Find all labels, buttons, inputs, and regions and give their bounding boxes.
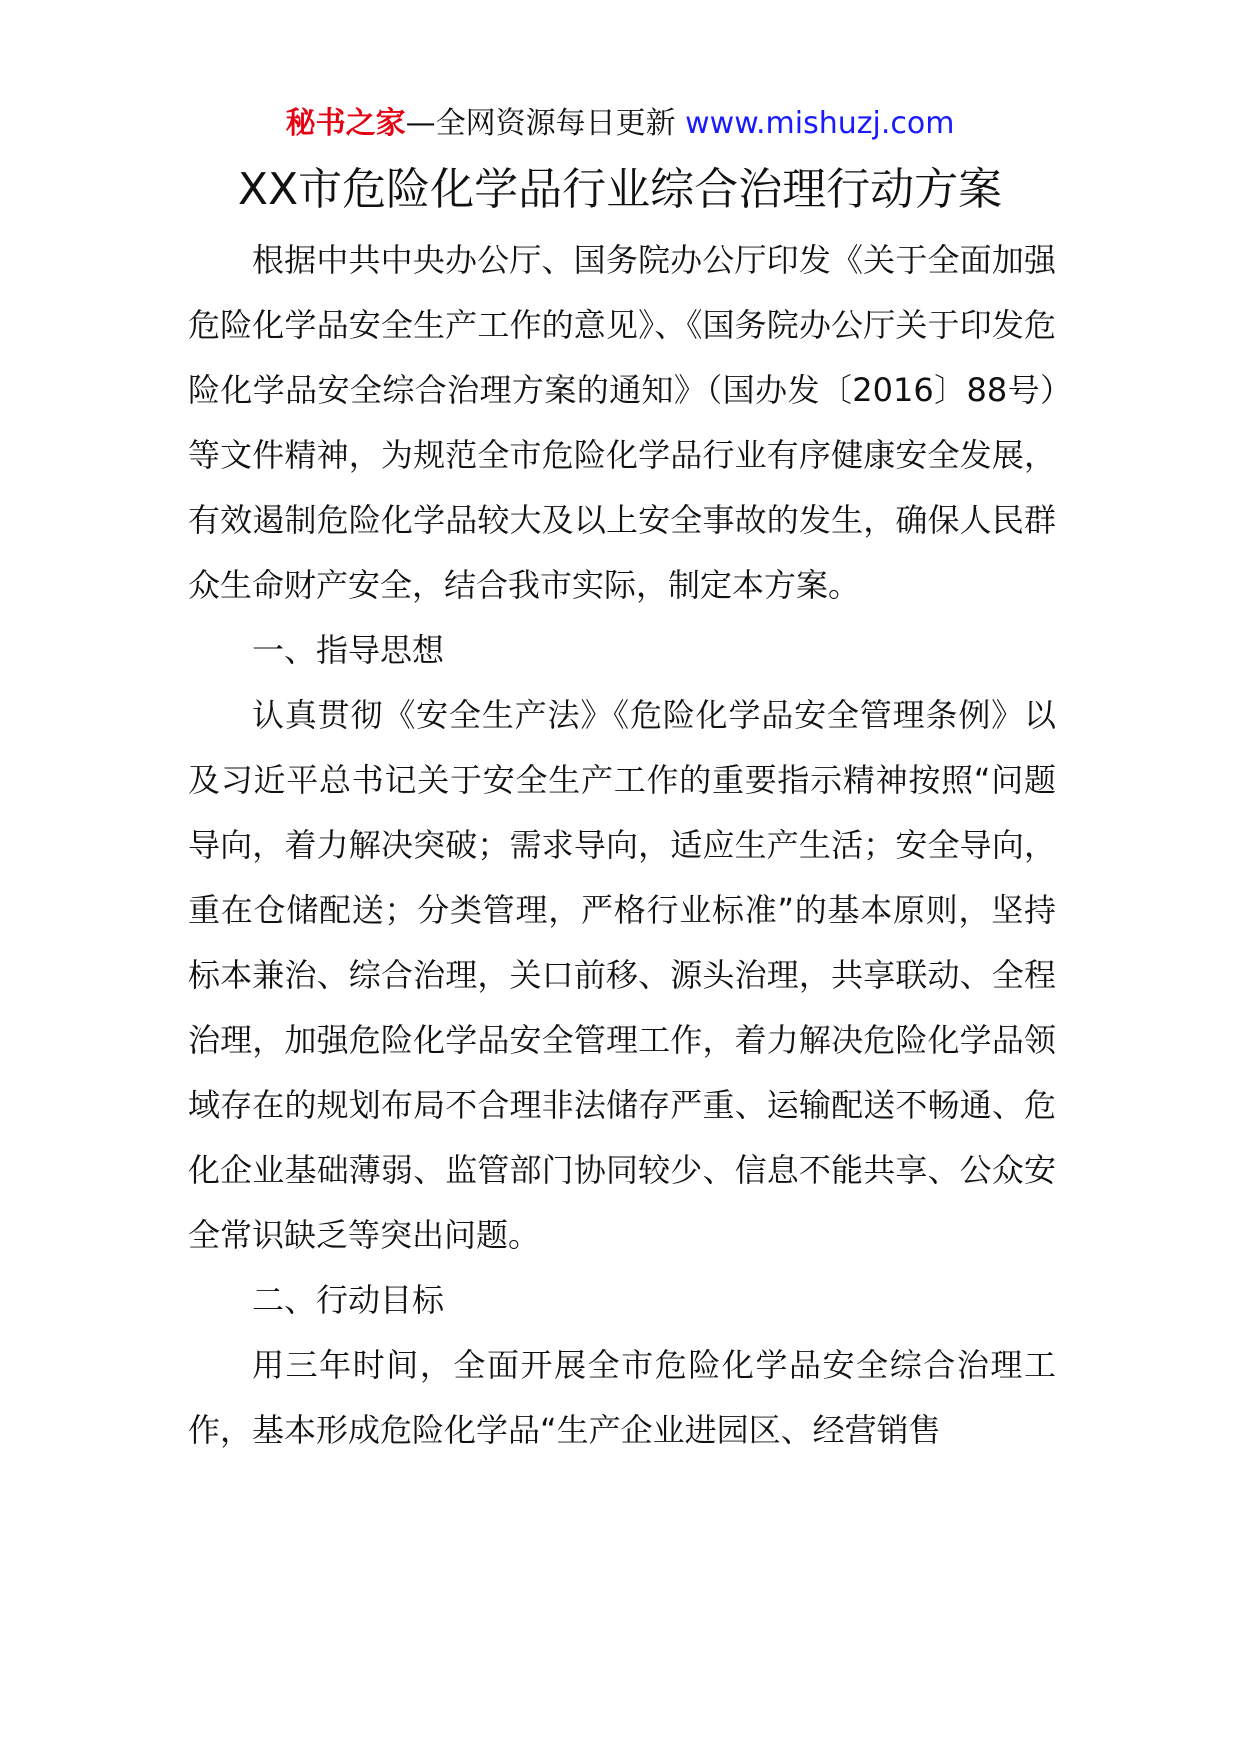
site-brand: 秘书之家 — [285, 106, 406, 141]
section-heading-guiding-ideology: 一、指导思想 — [252, 631, 445, 669]
action-goals-paragraph: 用三年时间，全面开展全市危险化学品安全综合治理工作，基本形成危险化学品“生产企业进园区、经营销售 — [188, 1346, 1056, 1449]
site-url-link[interactable]: www.mishuzj.com — [685, 106, 955, 141]
site-header — [0, 100, 1240, 148]
section-heading-action-goals: 二、行动目标 — [252, 1281, 445, 1319]
site-slogan: —全网资源每日更新 — [405, 106, 686, 141]
document-body — [188, 228, 1056, 1463]
guiding-ideology-paragraph: 认真贯彻《安全生产法》《危险化学品安全管理条例》以及习近平总书记关于安全生产工作的重要指示精神按照“问题导向，着力解决突破；需求导向，适应生产生活；安全导向，重在仓储配送；分类管理，严格行业标准”的基本原则，坚持标本兼治、综合治理，关口前移、源头治理，共享联动、全程治理，加强危险化学品安全管理工作，着力解决危险化学品领域存在的规划布局不合理非法储存严重、运输配送不畅通、危化企业基础薄弱、监管部门协同较少、信息不能共享、公众安全常识缺乏等突出问题。 — [188, 696, 1056, 1254]
document-title: XX市危险化学品行业综合治理行动方案 — [237, 164, 1003, 215]
intro-paragraph: 根据中共中央办公厅、国务院办公厅印发《关于全面加强危险化学品安全生产工作的意见》、《国务院办公厅关于印发危险化学品安全综合治理方案的通知》（国办发〔2016〕88号）等文件精神，为规范全市危险化学品行业有序健康安全发展，有效遏制危险化学品较大及以上安全事故的发生，确保人民群众生命财产安全，结合我市实际，制定本方案。 — [188, 241, 1056, 604]
